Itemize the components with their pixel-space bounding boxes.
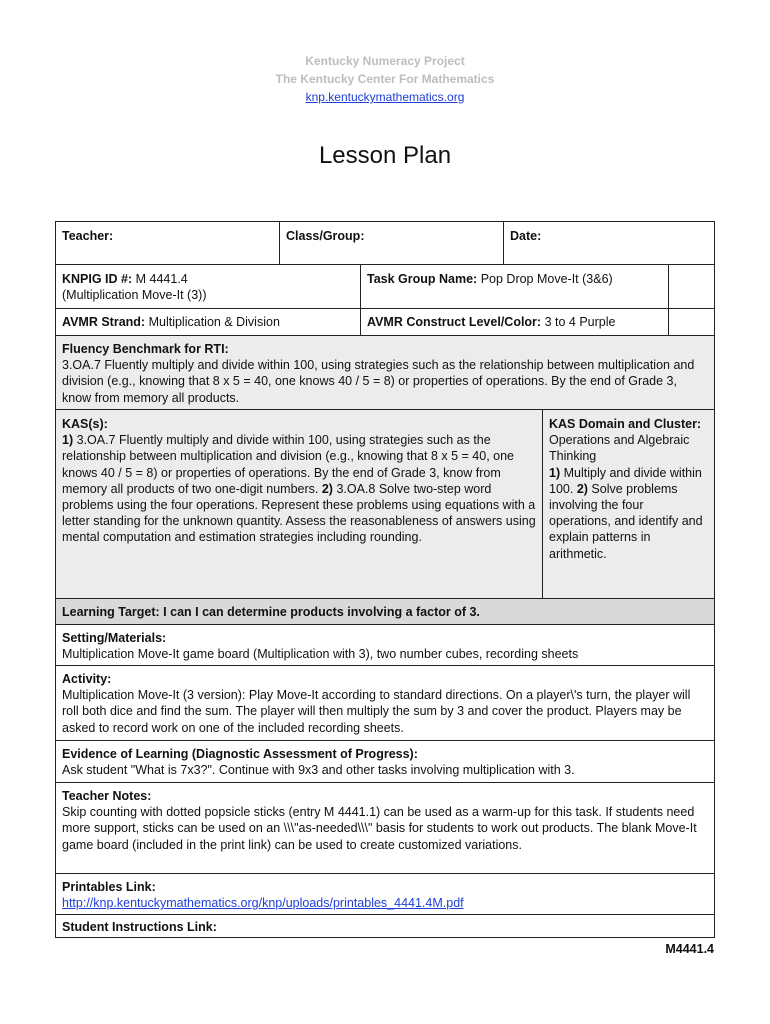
teacher-cell (55, 221, 280, 265)
kas-text-1: 3.OA.7 Fluently multiply and divide within 100, using strategies such as the relationship between multiplication and division (e.g., knowing that 8 x 5 = 40, one knows 40 / 5 = 8) or properties of operations. By the end of Grade 3, know from memory all products of two one-digit numbers. (62, 433, 515, 496)
avmr-strand-label: AVMR Strand: (62, 315, 146, 329)
empty-cell-a (668, 264, 715, 309)
printables-cell (55, 873, 715, 915)
kas-domain-text-2: Solve problems involving the four operations, and identify and explain patterns in arithmetic. (549, 481, 703, 561)
kas-domain-num-1: 1) (549, 465, 561, 480)
date-cell (503, 221, 715, 265)
kas-label: KAS(s): (62, 417, 108, 431)
student-instructions-cell (55, 914, 715, 938)
knpig-sub: (Multiplication Move-It (3)) (62, 288, 207, 303)
fluency-cell (55, 335, 715, 410)
teacher-label: Teacher: (62, 229, 114, 243)
kas-cell (55, 409, 543, 599)
kas-domain-num-2: 2) (576, 481, 588, 496)
evidence-label: Evidence of Learning (Diagnostic Assessment of Progress): (62, 747, 418, 761)
activity-text: Multiplication Move-It (3 version): Play Move-It according to standard directions. On a player\'s turn, the player will roll both dice and find the sum. The player will then multiply the sum by 3 and cover the product. Players may be asked to record work on one of the included recording sheets. (62, 688, 691, 735)
evidence-text: Ask student "What is 7x3?". Continue with 9x3 and other tasks involving multiplication with 3. (62, 763, 575, 778)
class-group-cell (279, 221, 504, 265)
page-title: Lesson Plan (318, 142, 452, 169)
task-group-value: Pop Drop Move-It (3&6) (480, 272, 613, 286)
learning-target: Learning Target: I can I can determine products involving a factor of 3. (62, 605, 480, 619)
avmr-strand-cell (55, 308, 361, 336)
teacher-notes-text: Skip counting with dotted popsicle sticks (entry M 4441.1) can be used as a warm-up for this task. If students need more support, sticks can be used on an \\\"as-needed\\\" basis for students to work out products. The blank Move-It game board (included in the print link) can be used to create customized variations. (62, 805, 697, 852)
kas-domain-text-0: Operations and Algebraic Thinking (549, 433, 690, 464)
header-link[interactable]: knp.kentuckymathematics.org (305, 90, 465, 104)
kas-domain-label: KAS Domain and Cluster: (549, 417, 702, 431)
setting-label: Setting/Materials: (62, 631, 167, 645)
setting-text: Multiplication Move-It game board (Multiplication with 3), two number cubes, recording sheets (62, 647, 579, 662)
fluency-text: 3.OA.7 Fluently multiply and divide within 100, using strategies such as the relationship between multiplication and division (e.g., knowing that 8 x 5 = 40, one knows 40 / 5 = 8) or properties of operations. By the end of Grade 3, know from memory all products. (62, 358, 695, 405)
activity-label: Activity: (62, 672, 112, 686)
footer-id: M4441.4 (665, 942, 714, 956)
avmr-strand-value: Multiplication & Division (148, 315, 280, 329)
activity-cell (55, 665, 715, 741)
kas-num-1: 1) (62, 433, 74, 448)
task-group-label: Task Group Name: (367, 272, 478, 286)
avmr-construct-label: AVMR Construct Level/Color: (367, 315, 542, 329)
kas-domain-text (549, 432, 708, 562)
fluency-label: Fluency Benchmark for RTI: (62, 342, 229, 356)
knpig-value: M 4441.4 (135, 272, 188, 286)
teacher-notes-label: Teacher Notes: (62, 789, 152, 803)
avmr-construct-cell (360, 308, 669, 336)
setting-cell (55, 624, 715, 666)
learning-target-cell (55, 598, 715, 625)
kas-num-2: 2) (321, 481, 333, 496)
printables-link[interactable]: http://knp.kentuckymathematics.org/knp/uploads/printables_4441.4M.pdf (62, 896, 464, 911)
task-group-cell (360, 264, 669, 309)
teacher-notes-cell (55, 782, 715, 874)
kas-text (62, 432, 536, 545)
avmr-construct-value: 3 to 4 Purple (544, 315, 616, 329)
knpig-cell (55, 264, 361, 309)
kas-text-2: 3.OA.8 Solve two-step word problems using the four operations. Represent these problems using equations with a letter standing for the unknown quantity. Assess the reasonableness of answers using mental computation and estimation strategies including rounding. (62, 481, 536, 545)
kas-domain-cell (542, 409, 715, 599)
class-group-label: Class/Group: (286, 229, 365, 243)
knpig-label: KNPIG ID #: (62, 272, 133, 286)
printables-label: Printables Link: (62, 880, 156, 894)
date-label: Date: (510, 229, 542, 243)
header-center: The Kentucky Center For Mathematics (275, 72, 495, 86)
evidence-cell (55, 740, 715, 783)
student-instructions-label: Student Instructions Link: (62, 920, 217, 934)
kas-domain-text-1: Multiply and divide within 100. (549, 465, 702, 496)
empty-cell-b (668, 308, 715, 336)
header-org: Kentucky Numeracy Project (305, 54, 465, 68)
